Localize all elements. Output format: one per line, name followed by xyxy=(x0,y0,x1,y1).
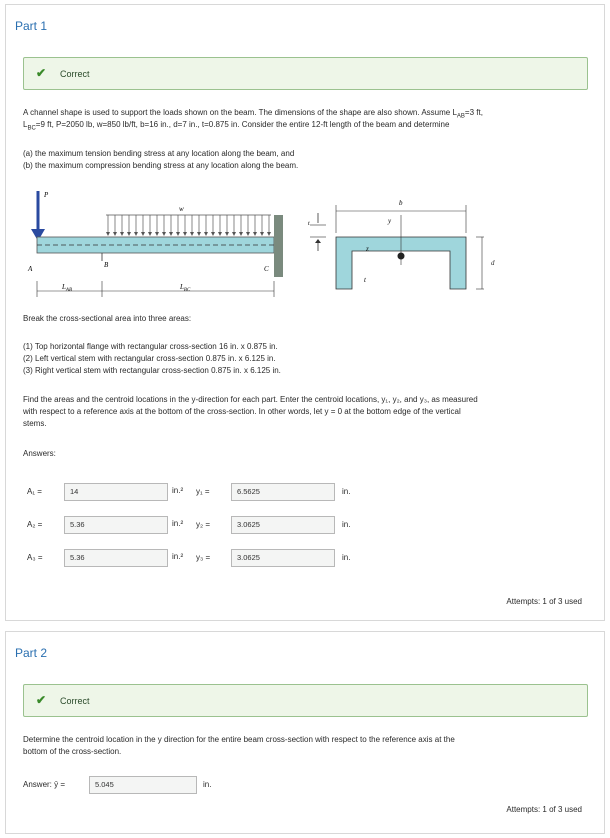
load-arrowhead xyxy=(176,232,180,236)
load-arrowhead xyxy=(204,232,208,236)
part2-question-line1: Determine the centroid location in the y direction for the entire beam cross-section with respect to the reference axis at the xyxy=(23,735,455,744)
y1-unit: in. xyxy=(342,487,351,496)
load-arrowhead xyxy=(155,232,159,236)
load-arrowhead xyxy=(120,232,124,236)
checkmark-icon: ✔ xyxy=(36,693,47,707)
label-t: t xyxy=(364,276,366,284)
a2-label: A₂ = xyxy=(27,520,43,529)
load-arrowhead xyxy=(169,232,173,236)
y3-unit: in. xyxy=(342,553,351,562)
load-arrowhead xyxy=(232,232,236,236)
part1-attempts: Attempts: 1 of 3 used xyxy=(506,597,582,606)
load-arrowhead xyxy=(113,232,117,236)
part2-correct-banner xyxy=(23,684,588,717)
a1-unit: in.² xyxy=(172,486,184,495)
centroid-marker xyxy=(398,253,405,260)
fixed-wall xyxy=(274,215,283,277)
load-arrowhead xyxy=(225,232,229,236)
label-z: z xyxy=(366,245,369,253)
a3-unit: in.² xyxy=(172,552,184,561)
load-arrowhead xyxy=(197,232,201,236)
part2-attempts: Attempts: 1 of 3 used xyxy=(506,805,582,814)
load-arrowhead xyxy=(253,232,257,236)
y2-input[interactable]: 3.0625 xyxy=(231,516,335,534)
part1-status: Correct xyxy=(60,69,90,79)
load-arrowhead xyxy=(141,232,145,236)
find-line2: with respect to a reference axis at the bottom of the cross-section. In other words, let y = 0 at the bottom edge of the vertical xyxy=(23,407,461,416)
answers-label: Answers: xyxy=(23,449,56,458)
find-line1: Find the areas and the centroid locations in the y-direction for each part. Enter the centroid locations, y₁, y₂, and y₃, as measured xyxy=(23,395,478,404)
load-arrowhead xyxy=(162,232,166,236)
y2-label: y₂ = xyxy=(196,520,210,529)
label-w: w xyxy=(179,205,184,213)
distributed-load-arrows xyxy=(106,215,271,236)
load-arrowhead xyxy=(260,232,264,236)
channel-cross-section xyxy=(308,199,484,289)
y2-unit: in. xyxy=(342,520,351,529)
label-b-dim: b xyxy=(399,199,403,207)
a3-input[interactable]: 5.36 xyxy=(64,549,168,567)
ybar-unit: in. xyxy=(203,780,212,789)
load-arrowhead xyxy=(183,232,187,236)
load-arrowhead xyxy=(148,232,152,236)
label-c: C xyxy=(264,265,269,273)
ybar-input[interactable]: 5.045 xyxy=(89,776,197,794)
a1-label: A₁ = xyxy=(27,487,42,496)
y3-input[interactable]: 3.0625 xyxy=(231,549,335,567)
load-arrowhead xyxy=(246,232,250,236)
part1-panel xyxy=(5,4,605,621)
part1-title: Part 1 xyxy=(15,19,48,33)
y1-input[interactable]: 6.5625 xyxy=(231,483,335,501)
svg-text:t: t xyxy=(308,221,310,227)
load-arrowhead xyxy=(134,232,138,236)
checkmark-icon: ✔ xyxy=(36,66,47,80)
part1-correct-banner xyxy=(23,57,588,90)
area-3-desc: (3) Right vertical stem with rectangular cross-section 0.875 in. x 6.125 in. xyxy=(23,366,281,375)
load-arrowhead xyxy=(127,232,131,236)
label-p: P xyxy=(44,191,49,199)
load-arrowhead xyxy=(106,232,110,236)
y1-label: y₁ = xyxy=(196,487,210,496)
label-lab: $L_{AB}$ xyxy=(62,283,73,293)
part2-question-line2: bottom of the cross-section. xyxy=(23,747,122,756)
load-arrowhead xyxy=(211,232,215,236)
problem-line2: $L_{BC}=9$ ft, P=2050 lb, w=850 lb/ft, b=16 in., d=7 in., t=0.875 in. Consider the entire 12-ft length of the beam and determine xyxy=(23,120,450,132)
part2-title: Part 2 xyxy=(15,646,48,660)
part2-panel xyxy=(5,631,605,834)
part2-status: Correct xyxy=(60,696,90,706)
label-y-axis: y xyxy=(388,217,392,225)
load-arrowhead xyxy=(267,232,271,236)
load-arrowhead xyxy=(239,232,243,236)
find-line3: stems. xyxy=(23,419,47,428)
y3-label: y₃ = xyxy=(196,553,211,562)
load-arrowhead xyxy=(190,232,194,236)
label-lbc: $L_{BC}$ xyxy=(180,283,191,293)
ybar-label: Answer: ȳ = xyxy=(23,780,66,789)
a2-input[interactable]: 5.36 xyxy=(64,516,168,534)
area-1-desc: (1) Top horizontal flange with rectangular cross-section 16 in. x 0.875 in. xyxy=(23,342,278,351)
label-a: A xyxy=(28,265,33,273)
load-arrowhead xyxy=(218,232,222,236)
label-d-dim: d xyxy=(491,259,495,267)
beam-figure xyxy=(24,185,484,297)
a3-label: A₃ = xyxy=(27,553,43,562)
label-b: B xyxy=(104,261,109,269)
break-text: Break the cross-sectional area into three areas: xyxy=(23,314,192,323)
problem-line1: A channel shape is used to support the loads shown on the beam. The dimensions of the shape are also shown. Assume $L_{AB}=3$ ft, xyxy=(23,108,483,120)
a1-input[interactable]: 14 xyxy=(64,483,168,501)
task-b: (b) the maximum compression bending stress at any location along the beam. xyxy=(23,161,299,170)
area-2-desc: (2) Left vertical stem with rectangular cross-section 0.875 in. x 6.125 in. xyxy=(23,354,276,363)
a2-unit: in.² xyxy=(172,519,184,528)
task-a: (a) the maximum tension bending stress at any location along the beam, and xyxy=(23,149,295,158)
